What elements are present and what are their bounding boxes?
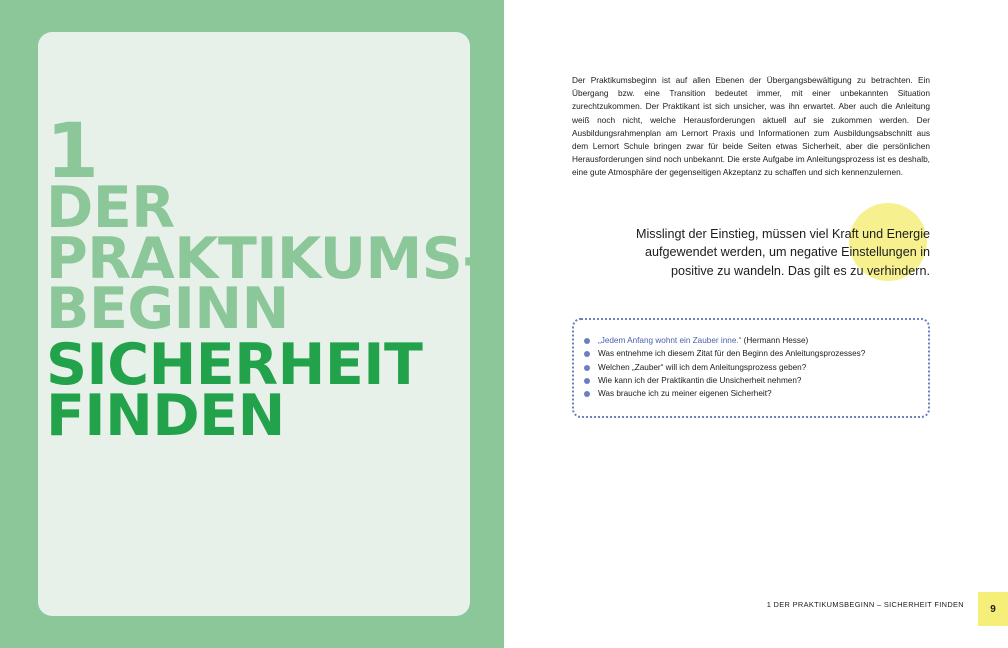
list-item bbox=[584, 374, 924, 387]
pull-quote: Misslingt der Einstieg, müssen viel Kraft und Energie aufgewendet werden, um negative Einstellungen in positive zu wandeln. Das gilt es zu verhindern. bbox=[636, 226, 930, 279]
chapter-subtitle-line-2: FINDEN bbox=[46, 383, 285, 450]
bullet-icon bbox=[584, 351, 590, 357]
bullet-icon bbox=[584, 365, 590, 371]
list-item bbox=[584, 347, 924, 360]
list-item bbox=[584, 334, 924, 347]
quote-highlight: „Jedem Anfang wohnt ein Zauber inne.“ bbox=[598, 336, 742, 345]
page-footer bbox=[504, 592, 1008, 626]
question-list bbox=[584, 334, 924, 400]
question-text: Was brauche ich zu meiner eigenen Sicherheit? bbox=[598, 389, 772, 399]
list-item bbox=[584, 387, 924, 400]
running-title: 1 DER PRAKTIKUMSBEGINN – SICHERHEIT FINDEN bbox=[766, 600, 964, 609]
chapter-title bbox=[46, 106, 486, 450]
question-text: Was entnehme ich diesem Zitat für den Beginn des Anleitungsprozesses? bbox=[598, 349, 866, 359]
list-item bbox=[584, 361, 924, 374]
question-text: Welchen „Zauber“ will ich dem Anleitungsprozess geben? bbox=[598, 362, 807, 372]
page-number-badge bbox=[978, 592, 1008, 626]
chapter-title-line-3: BEGINN bbox=[46, 275, 289, 342]
right-page bbox=[504, 0, 1008, 648]
chapter-title-line-2: PRAKTIKUMS- bbox=[46, 225, 486, 292]
question-text: Wie kann ich der Praktikantin die Unsicherheit nehmen? bbox=[598, 375, 802, 385]
page-number: 9 bbox=[990, 603, 996, 615]
bullet-icon bbox=[584, 378, 590, 384]
bullet-icon bbox=[584, 338, 590, 344]
chapter-number: 1 bbox=[46, 106, 99, 195]
body-paragraph: Der Praktikumsbeginn ist auf allen Ebenen der Übergangsbewältigung zu betrachten. Ein Übergang bzw. eine Transition bedeutet immer, mit einer unbekannten Situation zurechtzukommen. Der Praktikant ist sich unsicher, was ihn erwartet. Aber auch die Anleitung weiß noch nicht, welche Herausforderungen aktuell auf sie zukommen werden. Der Ausbildungsrahmenplan am Lernort Praxis und Informationen zum Ausbildungsabschnitt aus dem Lernort Schule bringen zwar für beide Seiten etwas Sicherheit, aber die persönlichen Herausforderungen sind noch unbekannt. Die erste Aufgabe im Anleitungsprozess ist es deshalb, eine gute Atmosphäre der gegenseitigen Akzeptanz zu schaffen und sich kennenzulernen. bbox=[572, 75, 930, 177]
bullet-icon bbox=[584, 391, 590, 397]
quote-attribution: (Hermann Hesse) bbox=[741, 336, 809, 345]
chapter-title-line-1: DER bbox=[46, 175, 175, 242]
chapter-subtitle-line-1: SICHERHEIT bbox=[46, 331, 423, 398]
